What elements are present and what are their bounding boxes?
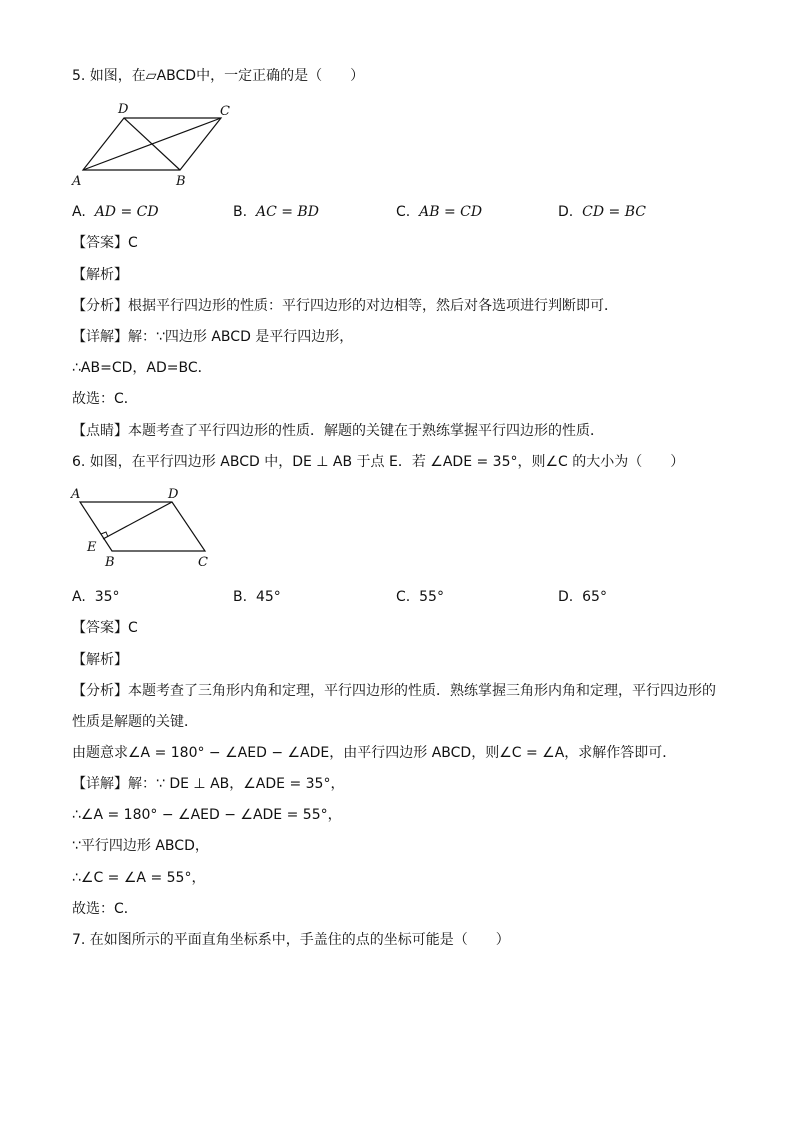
q5-label-c: C (220, 104, 230, 119)
q6-label-a: A (71, 487, 81, 502)
q6-fenxi-line2: 性质是解题的关键． (72, 714, 198, 730)
q5-analysis-tag: 【解析】 (72, 267, 128, 283)
q6-label-d: D (168, 487, 179, 502)
q5-dianjing: 【点睛】本题考查了平行四边形的性质．解题的关键在于熟练掌握平行四边形的性质． (72, 423, 604, 439)
q6-option-a: A. 35° (72, 589, 120, 605)
q6-option-c: C. 55° (396, 589, 444, 605)
q6-stem: 6. 如图，在平行四边形 ABCD 中，DE ⊥ AB 于点 E．若 ∠ADE = 35°，则∠C 的大小为（ ） (72, 454, 685, 470)
q5-label-b: B (176, 174, 186, 189)
q6-label-b: B (105, 555, 115, 570)
q6-yiyi: 由题意求∠A = 180° − ∠AED − ∠ADE，由平行四边形 ABCD，则∠C = ∠A，求解作答即可． (72, 745, 677, 761)
q6-label-e: E (87, 540, 97, 555)
q5-label-d: D (118, 102, 129, 117)
q6-fenxi-line1: 【分析】本题考查了三角形内角和定理，平行四边形的性质．熟练掌握三角形内角和定理，平行四边形的 (72, 683, 716, 699)
q6-step1: ∴∠A = 180° − ∠AED − ∠ADE = 55°， (72, 807, 342, 823)
q5-option-a: A. AD = CD (72, 204, 159, 220)
q6-step2: ∵平行四边形 ABCD， (72, 838, 209, 854)
q6-segment-de (103, 502, 172, 539)
q6-option-d: D. 65° (558, 589, 607, 605)
q7-stem: 7. 在如图所示的平面直角坐标系中，手盖住的点的坐标可能是（ ） (72, 932, 510, 948)
q6-label-c: C (198, 555, 208, 570)
q6-choose: 故选：C． (72, 901, 138, 917)
q5-option-b: B. AC = BD (233, 204, 319, 220)
q5-fenxi: 【分析】根据平行四边形的性质：平行四边形的对边相等，然后对各选项进行判断即可． (72, 298, 618, 314)
q5-stem: 5. 如图，在▱ABCD中，一定正确的是（ ） (72, 68, 365, 84)
q5-label-a: A (72, 174, 82, 189)
q6-parallelogram (80, 502, 205, 551)
q6-option-b: B. 45° (233, 589, 281, 605)
q5-choose: 故选：C． (72, 391, 138, 407)
q6-xiangjie: 【详解】解：∵ DE ⊥ AB，∠ADE = 35°， (72, 776, 345, 792)
q6-parallelogram-figure (68, 484, 228, 574)
q5-option-d: D. CD = BC (558, 204, 646, 220)
q6-analysis-tag: 【解析】 (72, 652, 128, 668)
q6-answer: 【答案】C (72, 620, 138, 636)
q6-step3: ∴∠C = ∠A = 55°， (72, 870, 206, 886)
q5-option-c: C. AB = CD (396, 204, 483, 220)
q5-step1: ∴AB=CD，AD=BC． (72, 360, 212, 376)
q5-xiangjie: 【详解】解：∵四边形 ABCD 是平行四边形， (72, 329, 354, 345)
q5-diagonal-bd (124, 118, 180, 170)
q5-answer: 【答案】C (72, 235, 138, 251)
q5-parallelogram-figure (70, 100, 240, 190)
